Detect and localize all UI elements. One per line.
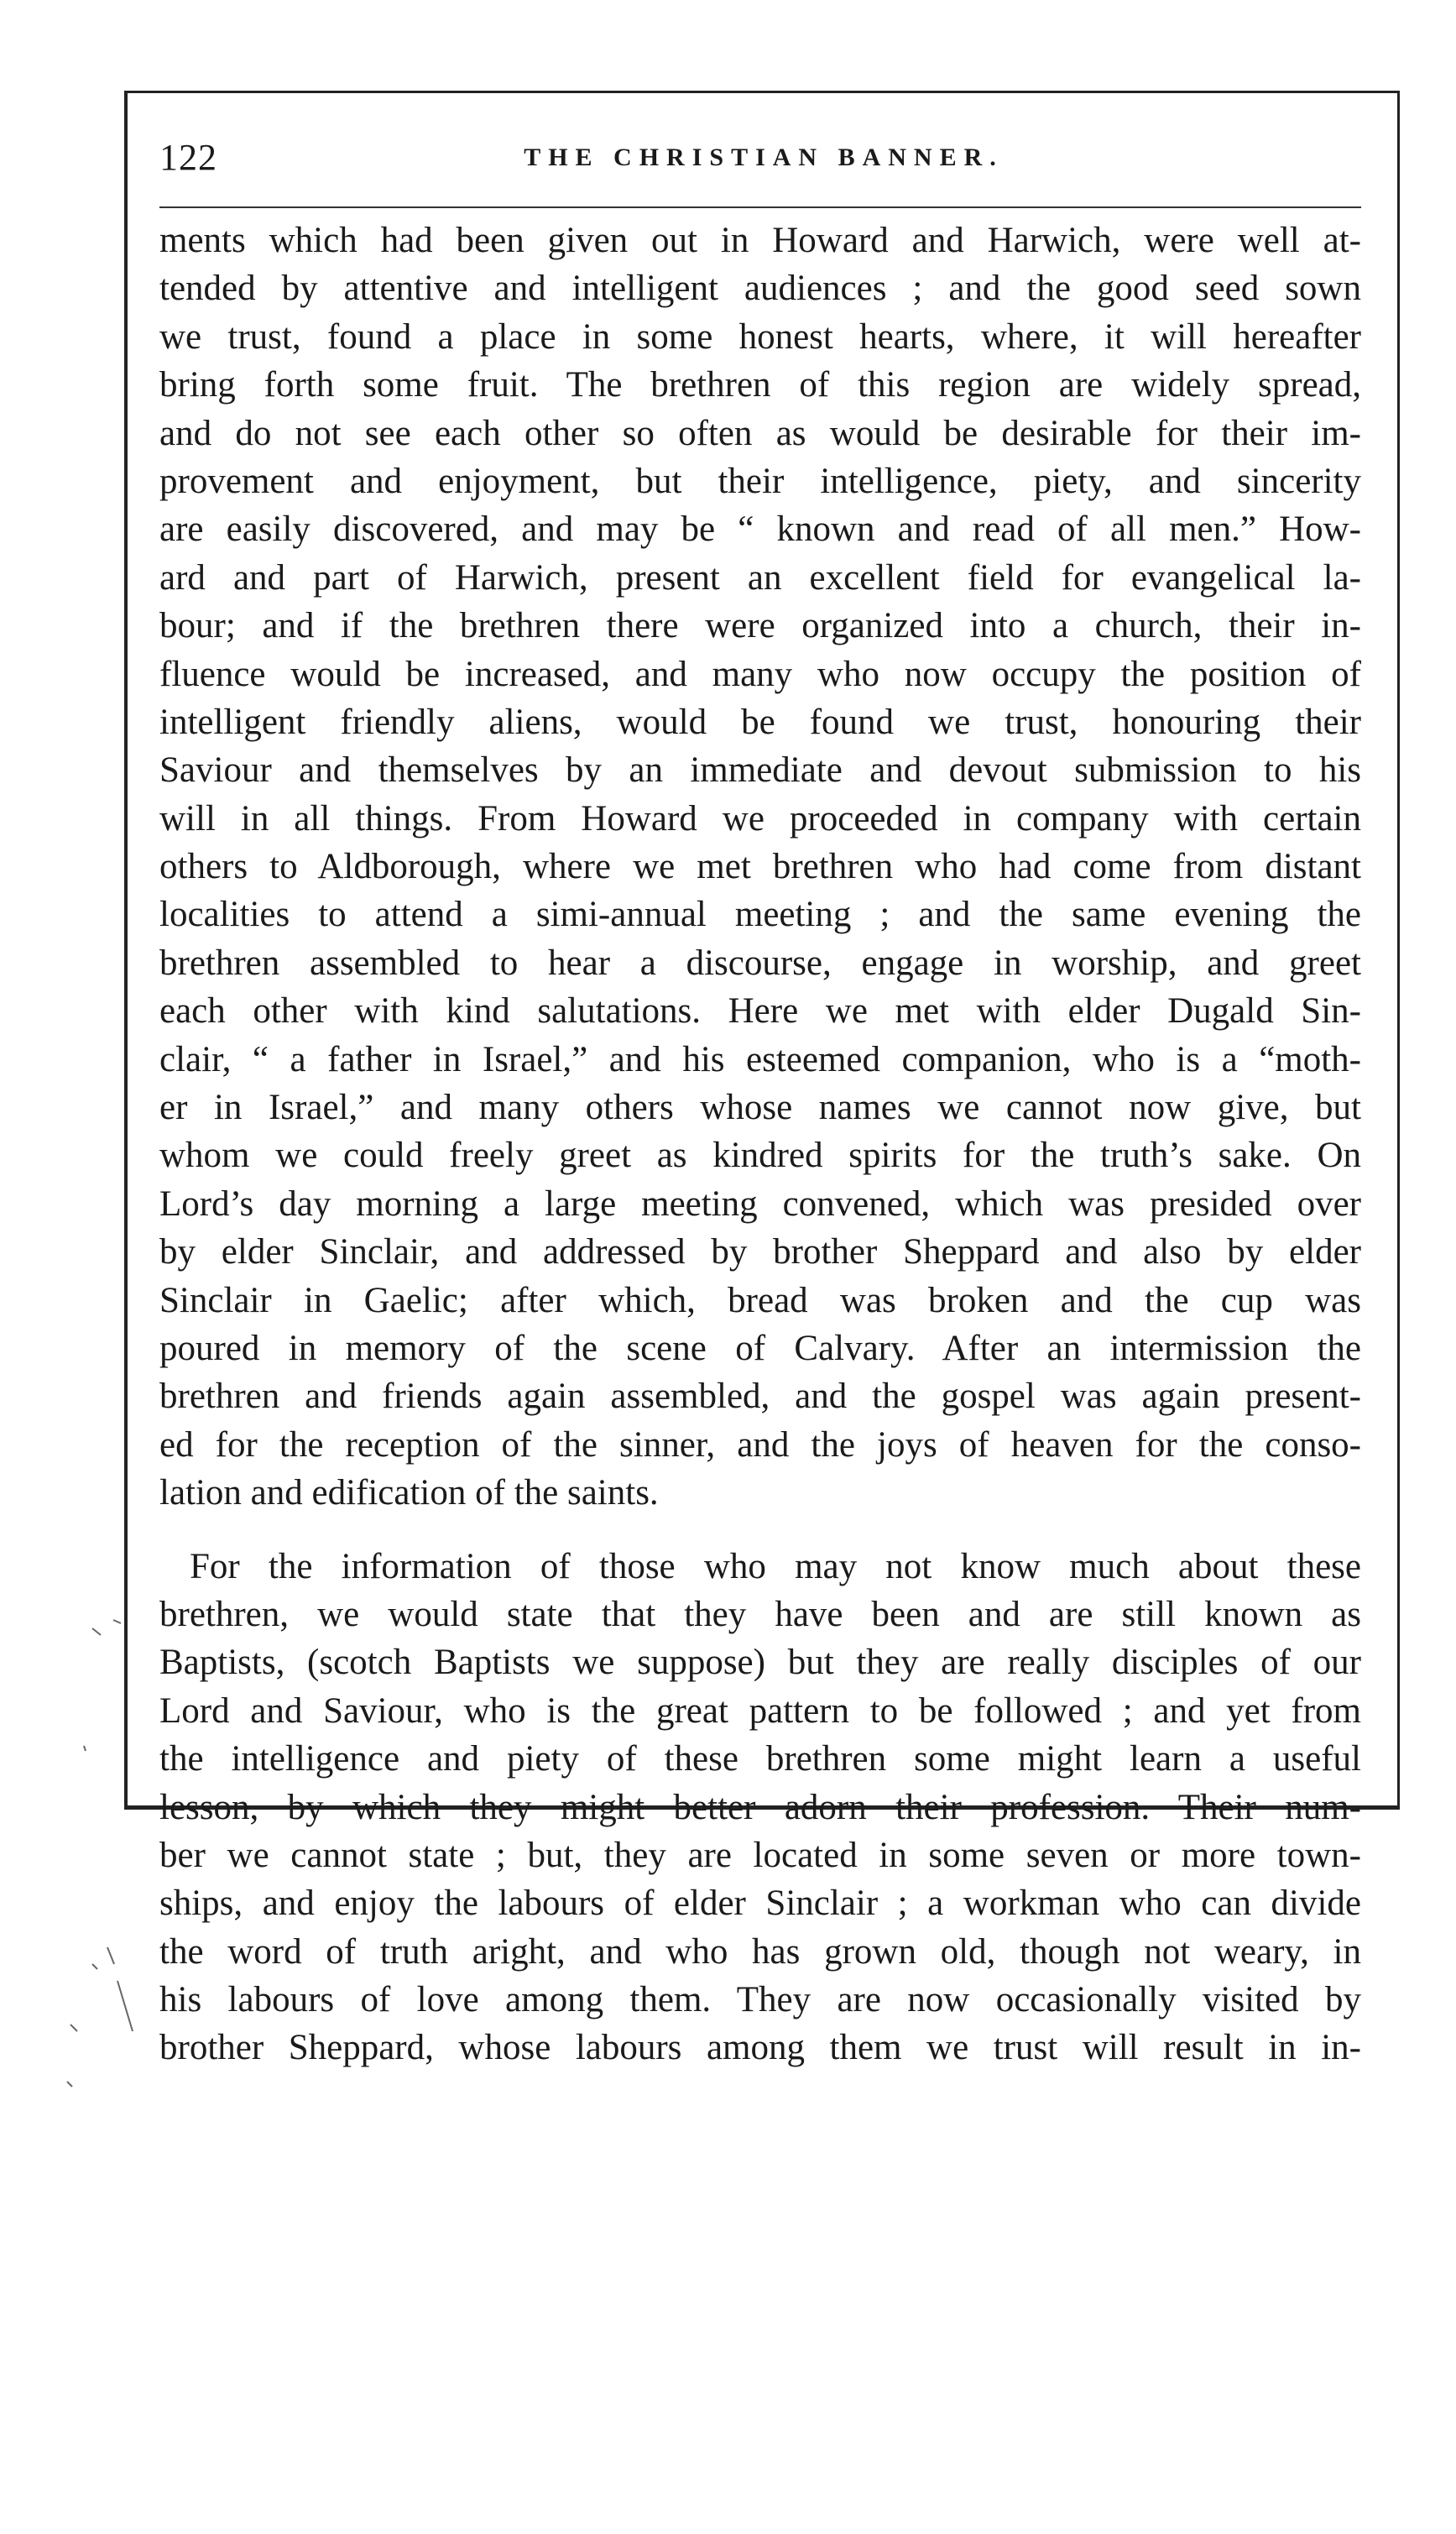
text-line: and do not see each other so often as would be desirable for their im-	[159, 413, 1361, 453]
text-line: ard and part of Harwich, present an excellent field for evangelical la-	[159, 557, 1361, 598]
text-line: will in all things. From Howard we proceeded in company with certain	[159, 798, 1361, 839]
text-line: we trust, found a place in some honest hearts, where, it will hereafter	[159, 316, 1361, 357]
paragraph-2	[159, 1543, 1361, 2072]
text-line: provement and enjoyment, but their intelligence, piety, and sincerity	[159, 461, 1361, 501]
text-line: lesson, by which they might better adorn their profession. Their num-	[159, 1787, 1361, 1827]
text-line: poured in memory of the scene of Calvary. After an intermission the	[159, 1328, 1361, 1368]
text-line: bour; and if the brethren there were organized into a church, their in-	[159, 606, 1361, 646]
running-header	[159, 133, 1368, 183]
text-line: others to Aldborough, where we met brethren who had come from distant	[159, 847, 1361, 887]
text-line: brethren and friends again assembled, and the gospel was again present-	[159, 1377, 1361, 1417]
paragraph-1	[159, 217, 1361, 1518]
text-line: Lord’s day morning a large meeting convened, which was presided over	[159, 1183, 1361, 1224]
text-line: tended by attentive and intelligent audiences ; and the good seed sown	[159, 269, 1361, 309]
text-line: his labours of love among them. They are now occasionally visited by	[159, 1980, 1361, 2020]
text-line: whom we could freely greet as kindred spirits for the truth’s sake. On	[159, 1136, 1361, 1176]
text-line: lation and edification of the saints.	[159, 1473, 659, 1513]
text-line: For the information of those who may not know much about these	[190, 1546, 1361, 1586]
text-line: are easily discovered, and may be “ known and read of all men.” How-	[159, 509, 1361, 550]
text-line: Saviour and themselves by an immediate and devout submission to his	[159, 750, 1361, 791]
text-line: each other with kind salutations. Here we met with elder Dugald Sin-	[159, 991, 1361, 1032]
text-line: clair, “ a father in Israel,” and his esteemed companion, who is a “moth-	[159, 1039, 1361, 1079]
text-line: the intelligence and piety of these brethren some might learn a useful	[159, 1739, 1361, 1779]
text-line: er in Israel,” and many others whose names we cannot now give, but	[159, 1088, 1361, 1128]
text-line: brethren assembled to hear a discourse, engage in worship, and greet	[159, 943, 1361, 983]
text-line: the word of truth aright, and who has grown old, though not weary, in	[159, 1931, 1361, 1972]
text-line: ments which had been given out in Howard and Harwich, were well at-	[159, 221, 1361, 260]
text-line: bring forth some fruit. The brethren of this region are widely spread,	[159, 365, 1361, 405]
margin-scan-marks	[34, 1595, 143, 2115]
paragraph-spacer	[159, 1518, 1361, 1543]
text-line: fluence would be increased, and many who now occupy the position of	[159, 654, 1361, 694]
text-line: localities to attend a simi-annual meeting ; and the same evening the	[159, 895, 1361, 935]
text-line: by elder Sinclair, and addressed by brother Sheppard and also by elder	[159, 1232, 1361, 1272]
text-line: Sinclair in Gaelic; after which, bread was broken and the cup was	[159, 1280, 1361, 1320]
text-line: ber we cannot state ; but, they are located in some seven or more town-	[159, 1835, 1361, 1875]
text-line: Baptists, (scotch Baptists we suppose) but they are really disciples of our	[159, 1643, 1361, 1683]
text-line: brother Sheppard, whose labours among them we trust will result in in-	[159, 2028, 1361, 2068]
header-rule	[159, 206, 1361, 208]
article-body	[159, 217, 1361, 2072]
page-number: 122	[159, 137, 217, 178]
text-line: brethren, we would state that they have been and are still known as	[159, 1594, 1361, 1634]
text-line: ships, and enjoy the labours of elder Sinclair ; a workman who can divide	[159, 1884, 1361, 1924]
running-title: THE CHRISTIAN BANNER.	[524, 144, 1004, 171]
text-line: Lord and Saviour, who is the great pattern to be followed ; and yet from	[159, 1690, 1361, 1731]
text-line: intelligent friendly aliens, would be found we trust, honouring their	[159, 702, 1361, 742]
text-line: ed for the reception of the sinner, and the joys of heaven for the conso-	[159, 1424, 1361, 1465]
